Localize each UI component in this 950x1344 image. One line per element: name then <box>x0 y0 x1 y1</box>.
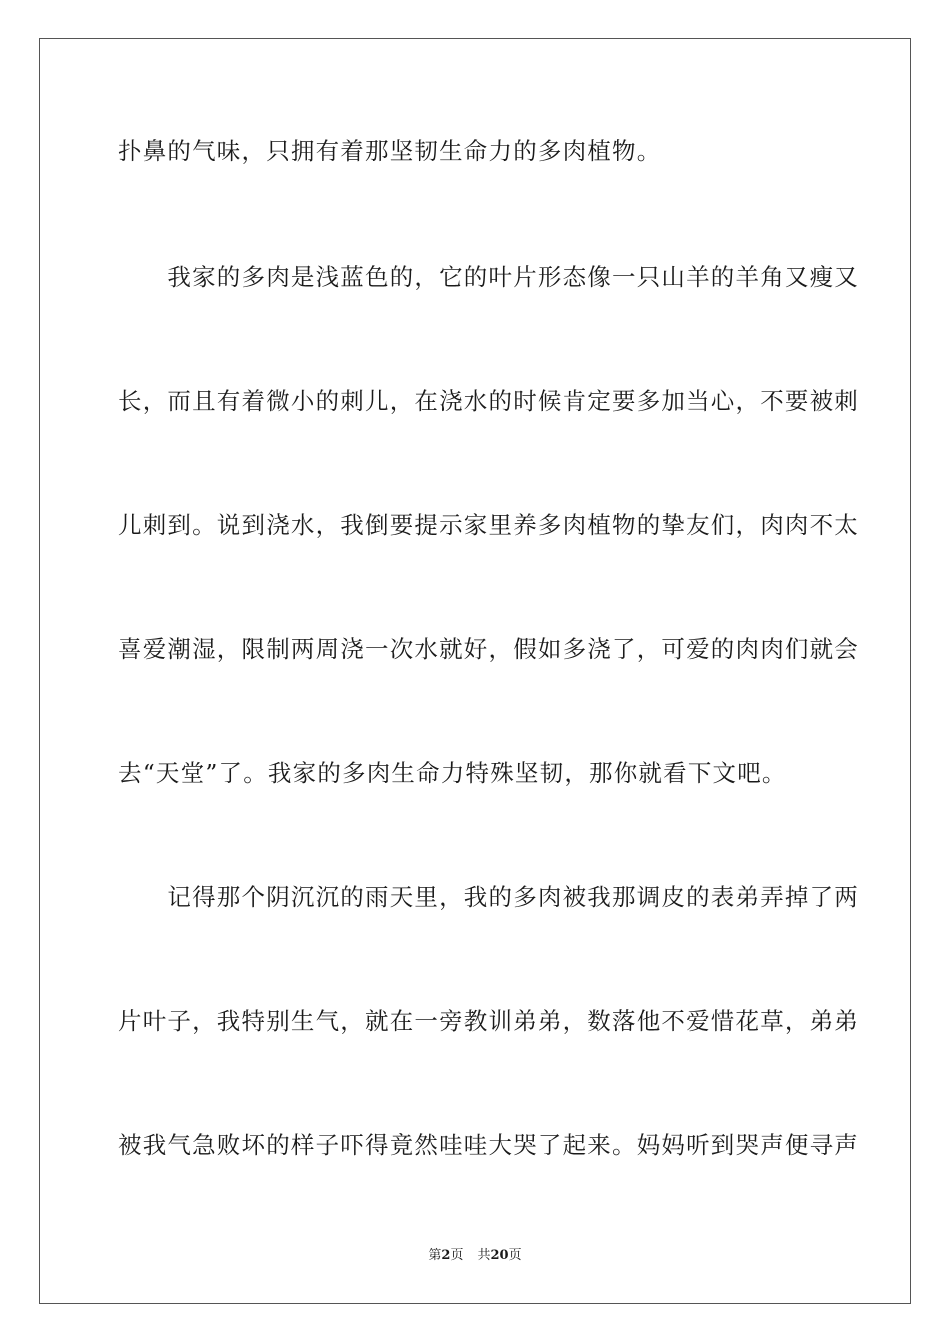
paragraph-line: 记得那个阴沉沉的雨天里，我的多肉被我那调皮的表弟弄掉了两 <box>118 883 859 911</box>
total-suffix: 页 <box>508 1248 522 1263</box>
paragraph-line: 儿刺到。说到浇水，我倒要提示家里养多肉植物的挚友们，肉肉不太 <box>118 511 859 539</box>
paragraph-line: 喜爱潮湿，限制两周浇一次水就好，假如多浇了，可爱的肉肉们就会 <box>118 635 859 663</box>
total-prefix: 共 <box>477 1248 491 1263</box>
page-suffix: 页 <box>450 1248 464 1263</box>
paragraph-line: 被我气急败坏的样子吓得竟然哇哇大哭了起来。妈妈听到哭声便寻声 <box>118 1131 859 1159</box>
paragraph-line: 片叶子，我特别生气，就在一旁教训弟弟，数落他不爱惜花草，弟弟 <box>118 1007 859 1035</box>
page-footer <box>0 1247 950 1265</box>
page-border <box>39 38 911 1304</box>
paragraph-line: 长，而且有着微小的刺儿，在浇水的时候肯定要多加当心，不要被刺 <box>118 387 859 415</box>
current-page-number: 2 <box>441 1248 451 1263</box>
paragraph-line: 去“天堂”了。我家的多肉生命力特殊坚韧，那你就看下文吧。 <box>118 759 787 787</box>
total-page-count: 20 <box>490 1248 509 1263</box>
paragraph-line: 扑鼻的气味，只拥有着那坚韧生命力的多肉植物。 <box>118 137 662 165</box>
page-prefix: 第 <box>428 1248 442 1263</box>
paragraph-line: 我家的多肉是浅蓝色的，它的叶片形态像一只山羊的羊角又瘦又 <box>118 263 859 291</box>
